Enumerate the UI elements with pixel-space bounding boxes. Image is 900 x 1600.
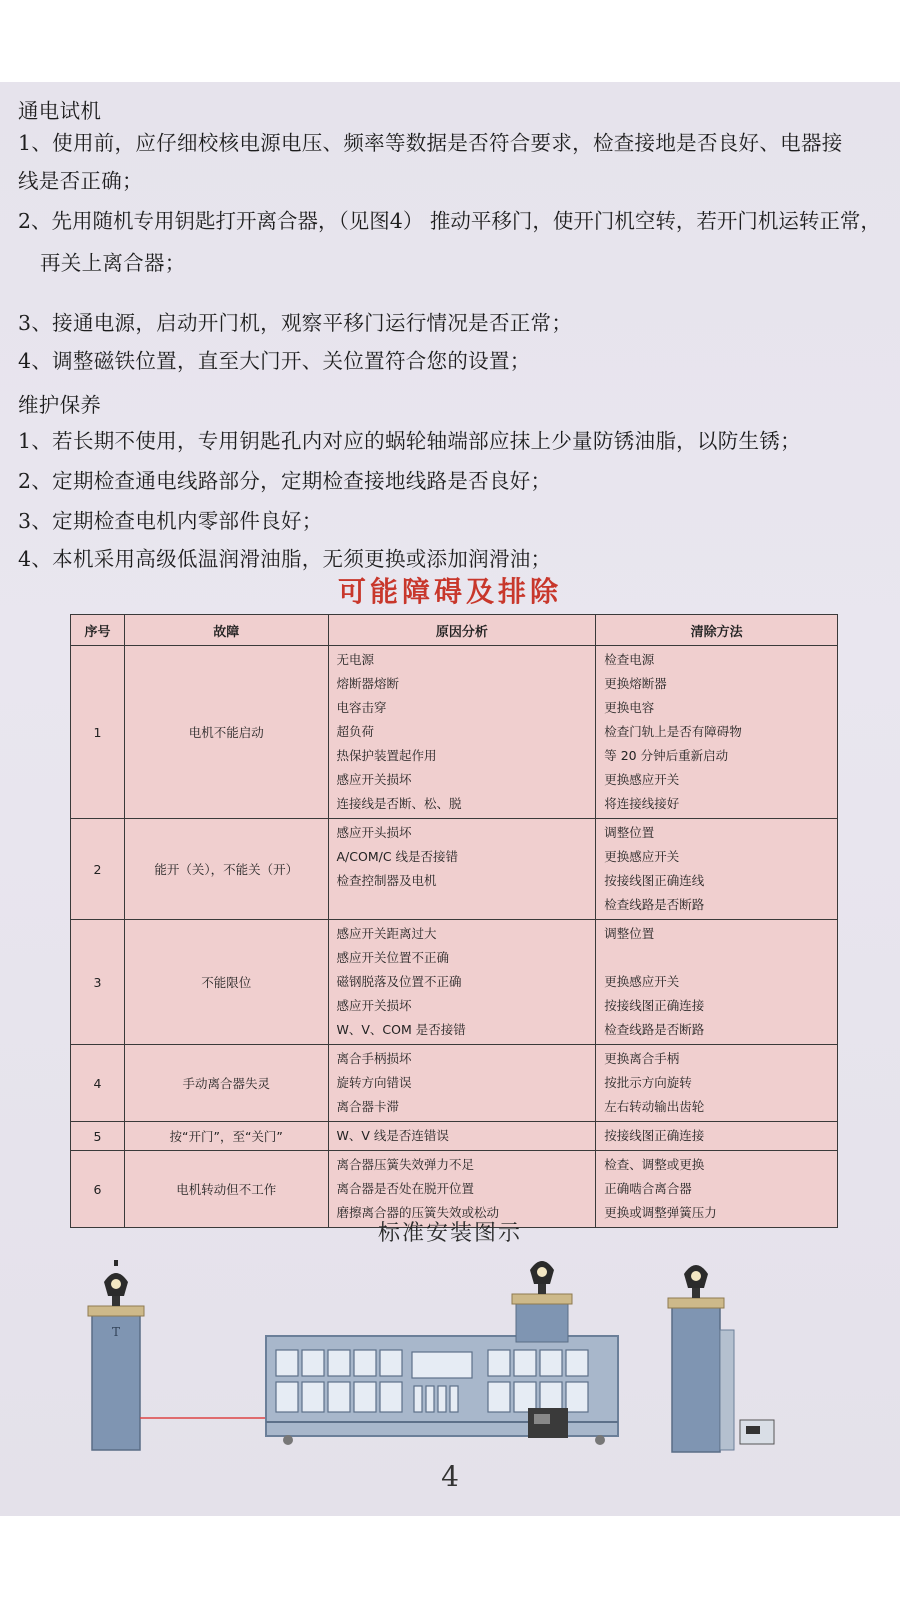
maintenance-line: 4、本机采用高级低温润滑油脂，无须更换或添加润滑油； — [18, 547, 552, 571]
cause-item: 无电源 — [336, 652, 375, 667]
table-body — [71, 646, 838, 1228]
cause-item: 磨擦离合器的压簧失效或松动 — [336, 1205, 500, 1220]
cause-item: 电容击穿 — [336, 700, 387, 715]
fix-item: 正确啮合离合器 — [604, 1181, 692, 1196]
cause-item: 感应开关损坏 — [336, 998, 412, 1013]
cause-item: 检查控制器及电机 — [336, 873, 437, 888]
installation-illustration — [60, 1240, 840, 1456]
center-pillar — [512, 1294, 572, 1342]
fix-item: 检查线路是否断路 — [604, 1022, 705, 1037]
row-fault: 能开（关），不能关（开） — [124, 819, 328, 920]
cause-item: 离合器压簧失效弹力不足 — [336, 1157, 475, 1172]
row-fixes — [596, 920, 838, 1045]
fix-item: 调整位置 — [604, 926, 655, 941]
row-fault: 电机不能启动 — [124, 646, 328, 819]
page-number: 4 — [441, 1460, 459, 1493]
row-fixes — [596, 1122, 838, 1151]
install-diagram-title: 标准安装图示 — [377, 1221, 522, 1246]
table-row — [71, 819, 838, 920]
fix-item: 更换熔断器 — [604, 676, 667, 691]
cause-item: 热保护装置起作用 — [336, 748, 437, 763]
cause-item: 连接线是否断、松、脱 — [336, 796, 462, 811]
row-number: 4 — [71, 1045, 125, 1122]
section-title-maintenance: 维护保养 — [18, 393, 102, 417]
fix-item: 检查门轨上是否有障碍物 — [604, 724, 742, 739]
cause-item: 超负荷 — [336, 724, 375, 739]
row-number: 2 — [71, 819, 125, 920]
pillar-mark: T — [111, 1325, 121, 1339]
fix-item: 更换或调整弹簧压力 — [604, 1205, 717, 1220]
troubleshooting-table — [70, 614, 838, 1228]
row-fault: 按“开门”，至“关门” — [124, 1122, 328, 1151]
maintenance-line: 1、若长期不使用，专用钥匙孔内对应的蜗轮轴端部应抹上少量防锈油脂，以防生锈； — [18, 429, 801, 453]
power-test-line: 2、先用随机专用钥匙打开离合器，（见图4） 推动平移门，使开门机空转，若开门机运转正常， — [18, 209, 881, 233]
table-row — [71, 920, 838, 1045]
row-number: 6 — [71, 1151, 125, 1228]
power-test-line: 再关上离合器； — [40, 251, 186, 275]
cause-item: 感应开头损坏 — [336, 825, 412, 840]
fix-item: 更换感应开关 — [604, 849, 680, 864]
lamp-icon — [104, 1260, 128, 1306]
row-number: 5 — [71, 1122, 125, 1151]
fix-item: 按接线图正确连线 — [604, 873, 705, 888]
right-pillar — [668, 1298, 734, 1452]
lamp-icon — [530, 1261, 554, 1294]
cause-item: 感应开关距离过大 — [336, 926, 437, 941]
table-row — [71, 1122, 838, 1151]
table-row — [71, 1045, 838, 1122]
cause-item: 离合手柄损坏 — [336, 1051, 412, 1066]
power-test-line: 线是否正确； — [18, 169, 143, 193]
cause-item: A/COM/C 线是否接错 — [336, 849, 459, 864]
fix-item: 将连接线接好 — [604, 796, 680, 811]
header-cause: 原因分析 — [328, 615, 596, 646]
header-num: 序号 — [71, 615, 125, 646]
fix-item: 等 20 分钟后重新启动 — [604, 748, 729, 763]
row-causes — [328, 646, 596, 819]
row-causes — [328, 1045, 596, 1122]
cause-item: 熔断器熔断 — [336, 676, 400, 691]
gate-motor — [528, 1408, 568, 1438]
section-title-power-test: 通电试机 — [18, 99, 102, 123]
maintenance-line: 3、定期检查电机内零部件良好； — [18, 509, 323, 533]
cause-item: 离合器卡滞 — [336, 1099, 400, 1114]
row-causes — [328, 1122, 596, 1151]
fix-item: 调整位置 — [604, 825, 655, 840]
header-fault: 故障 — [124, 615, 328, 646]
lamp-icon — [684, 1265, 708, 1298]
row-number: 1 — [71, 646, 125, 819]
table-row — [71, 646, 838, 819]
row-fixes — [596, 646, 838, 819]
cause-item: 感应开关损坏 — [336, 772, 412, 787]
cause-item: 离合器是否处在脱开位置 — [336, 1181, 475, 1196]
fix-item: 左右转动输出齿轮 — [604, 1099, 705, 1114]
cause-item: W、V 线是否连错误 — [336, 1128, 449, 1143]
cause-item — [337, 893, 588, 917]
row-fixes — [596, 1045, 838, 1122]
troubleshooting-heading: 可能障碍及排除 — [337, 575, 562, 608]
row-fixes — [596, 819, 838, 920]
fix-item — [604, 946, 829, 970]
row-number: 3 — [71, 920, 125, 1045]
row-fault: 不能限位 — [124, 920, 328, 1045]
fix-item: 更换感应开关 — [604, 772, 680, 787]
control-box — [740, 1420, 774, 1444]
left-pillar — [88, 1306, 144, 1450]
fix-item: 检查线路是否断路 — [604, 897, 705, 912]
row-causes — [328, 819, 596, 920]
power-test-line: 1、使用前，应仔细校核电源电压、频率等数据是否符合要求，检查接地是否良好、电器接 — [18, 131, 843, 155]
manual-page — [0, 82, 900, 1516]
cause-item: 磁钢脱落及位置不正确 — [336, 974, 462, 989]
power-test-line: 4、调整磁铁位置，直至大门开、关位置符合您的设置； — [18, 349, 531, 373]
maintenance-line: 2、定期检查通电线路部分，定期检查接地线路是否良好； — [18, 469, 552, 493]
header-fix: 清除方法 — [596, 615, 838, 646]
table-header-row — [71, 615, 838, 646]
cause-item: 旋转方向错误 — [336, 1075, 412, 1090]
cause-item: 感应开关位置不正确 — [336, 950, 450, 965]
fix-item: 按批示方向旋转 — [604, 1075, 692, 1090]
fix-item: 更换电容 — [604, 700, 655, 715]
fix-item: 检查电源 — [604, 652, 655, 667]
power-test-line: 3、接通电源，启动开门机，观察平移门运行情况是否正常； — [18, 311, 573, 335]
row-fault: 电机转动但不工作 — [124, 1151, 328, 1228]
fix-item: 按接线图正确连接 — [604, 1128, 705, 1143]
row-causes — [328, 920, 596, 1045]
fix-item: 更换离合手柄 — [604, 1051, 680, 1066]
fix-item: 更换感应开关 — [604, 974, 680, 989]
row-fault: 手动离合器失灵 — [124, 1045, 328, 1122]
fix-item: 检查、调整或更换 — [604, 1157, 705, 1172]
cause-item: W、V、COM 是否接错 — [336, 1022, 466, 1037]
fix-item: 按接线图正确连接 — [604, 998, 705, 1013]
